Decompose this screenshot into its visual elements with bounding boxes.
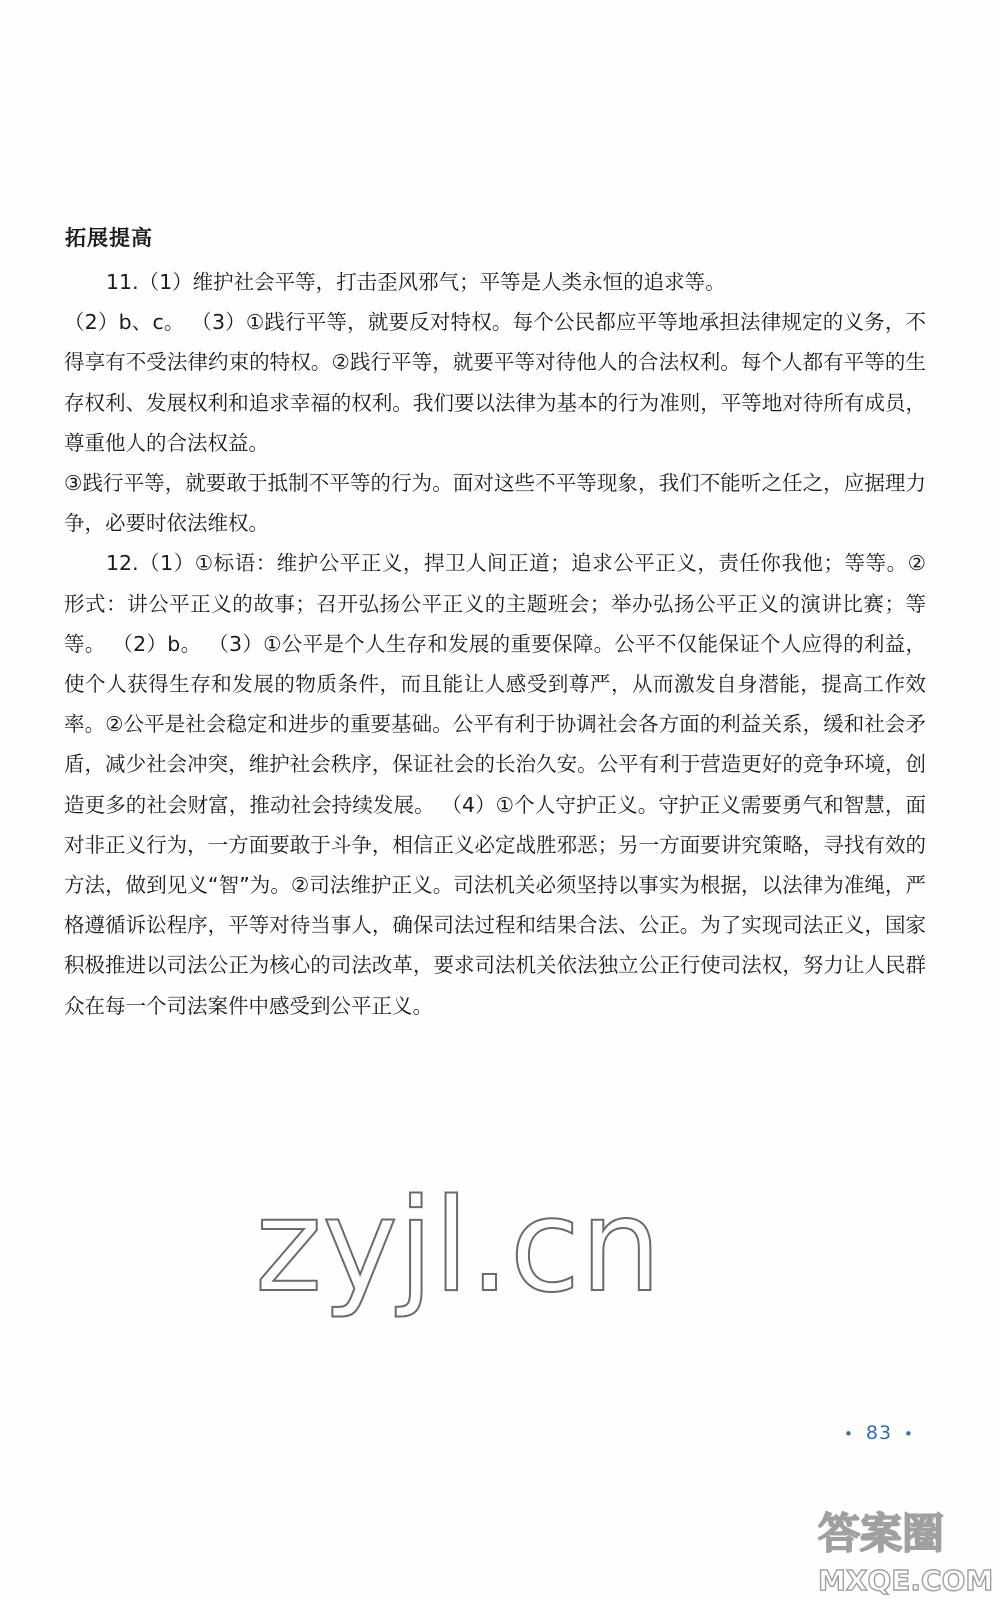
page-number xyxy=(832,1422,926,1444)
answer-paragraph-11-part2: （2）b、c。 （3）①践行平等，就要反对特权。每个公民都应平等地承担法律规定的义务，不得享有不受法律约束的特权。②践行平等，就要平等对待他人的合法权利。每个人都有平等的生存权利、发展权利和追求幸福的权利。我们要以法律为基本的行为准则，平等地对待所有成员，尊重他人的合法权益。 xyxy=(64,310,926,455)
answer-paragraph-12: 12.（1）①标语：维护公平正义，捍卫人间正道；追求公平正义，责任你我他；等等。②形式：讲公平正义的故事；召开弘扬公平正义的主题班会；举办弘扬公平正义的演讲比赛；等等。 （2）b。 （3）①公平是个人生存和发展的重要保障。公平不仅能保证个人应得的利益，使个人获得生存和发展的物质条件，而且能让人感受到尊严，从而激发自身潜能，提高工作效率。②公平是社会稳定和进步的重要基础。公平有利于协调社会各方面的利益关系，缓和社会矛盾，减少社会冲突，维护社会秩序，保证社会的长治久安。公平有利于营造更好的竞争环境，创造更多的社会财富，推动社会持续发展。 （4）①个人守护正义。守护正义需要勇气和智慧，面对非正义行为，一方面要敢于斗争，相信正义必定战胜邪恶；另一方面要讲究策略，寻找有效的方法，做到见义“智”为。②司法维护正义。司法机关必须坚持以事实为根据，以法律为准绳，严格遵循诉讼程序，平等对待当事人，确保司法过程和结果合法、公正。为了实现司法正义，国家积极推进以司法公正为核心的司法改革，要求司法机关依法独立公正行使司法权，努力让人民群众在每一个司法案件中感受到公平正义。 xyxy=(64,551,926,1018)
bullet-dot-icon: • xyxy=(844,1425,854,1443)
answer-content xyxy=(64,262,926,1026)
bullet-dot-icon: • xyxy=(904,1425,914,1443)
page-number-value: 83 xyxy=(865,1422,893,1444)
watermark-text: zyjl.cn xyxy=(255,1172,662,1321)
answer-paragraph-11-part1: 11.（1）维护社会平等，打击歪风邪气；平等是人类永恒的追求等。 xyxy=(106,270,726,294)
corner-stamp-text-bottom: MXQE.COM xyxy=(818,1564,994,1597)
answer-paragraph-11-part3: ③践行平等，就要敢于抵制不平等的行为。面对这些不平等现象，我们不能听之任之，应据理力争，必要时依法维权。 xyxy=(64,471,926,536)
corner-stamp-text-top: 答案圈 xyxy=(818,1509,945,1558)
section-title: 拓展提高 xyxy=(65,226,153,250)
